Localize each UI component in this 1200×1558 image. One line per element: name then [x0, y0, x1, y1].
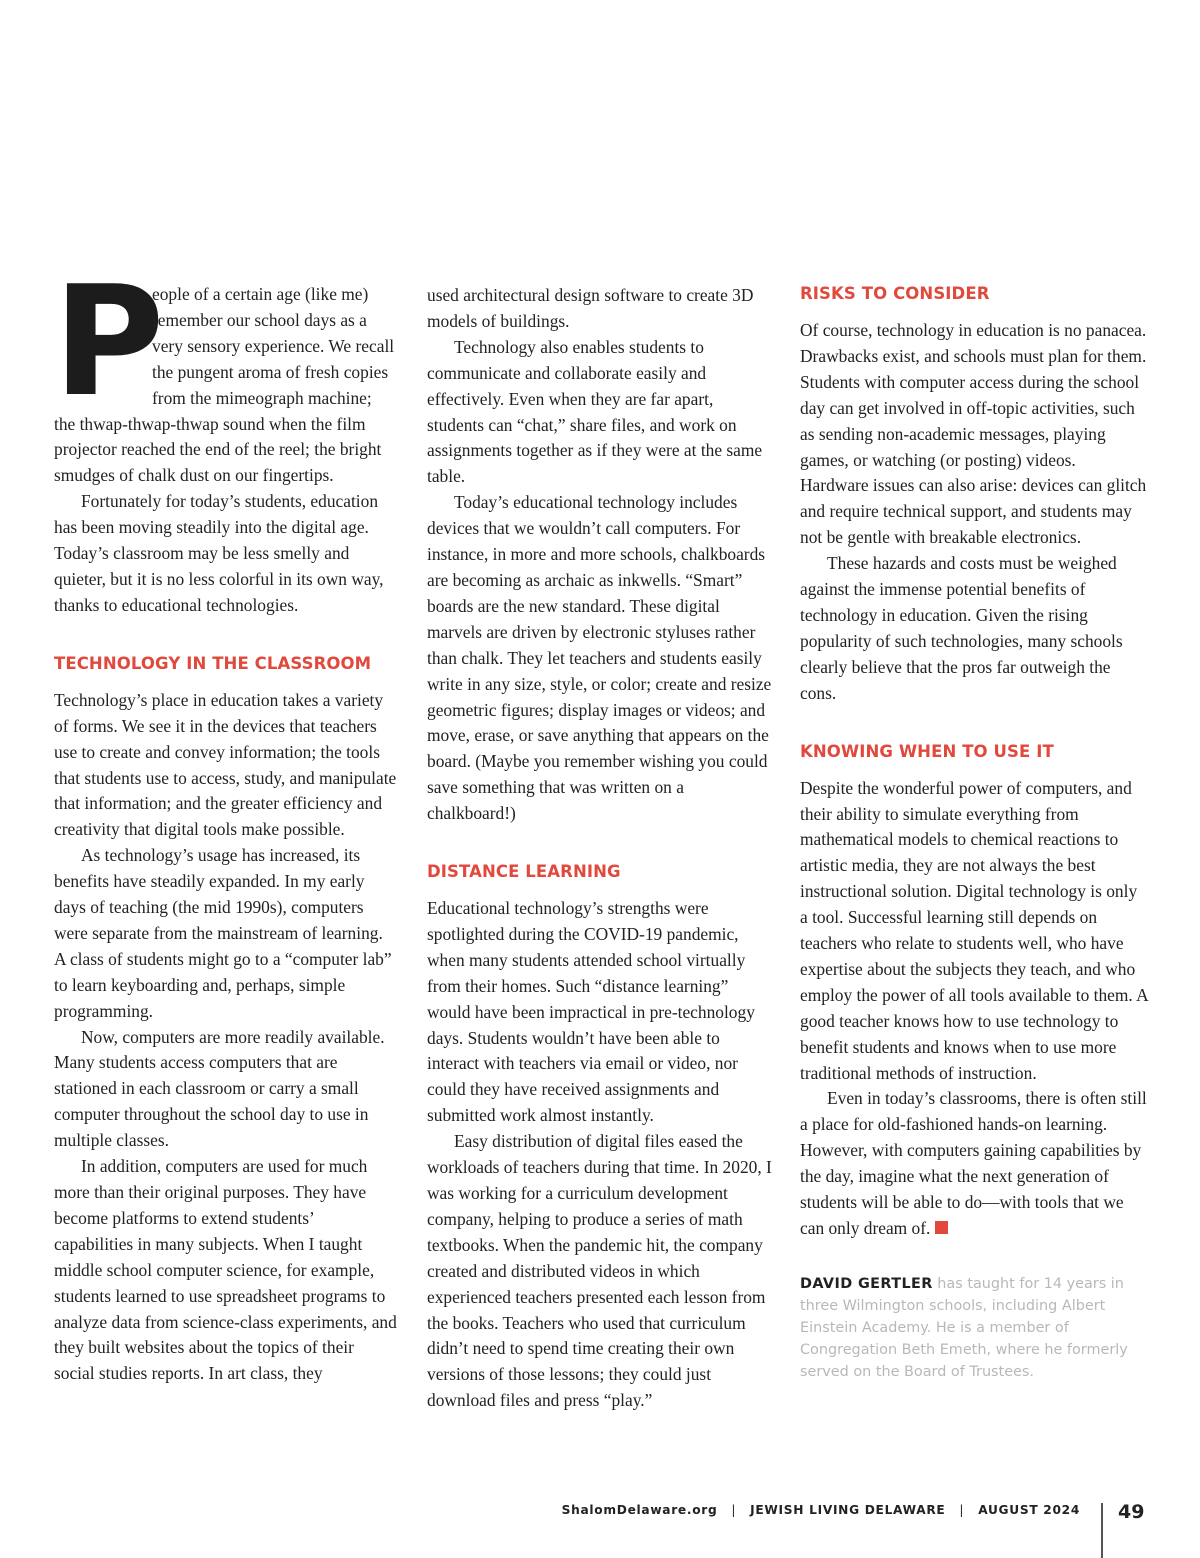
intro-paragraph: eople of a certain age (like me) remember our school days as a very sensory experience. We recall the pungent aroma of fresh copies from the mimeograph machine; the thwap-thwap-thwap sound when the film projector reached the end of the reel; the bright smudges of chalk dust on our fingertips.: [54, 284, 395, 486]
body-paragraph: Educational technology’s strengths were spotlighted during the COVID-19 pandemic, when many students attended school virtually from their homes. Such “distance learning” would have been impractical in pre-technology days. Students wouldn’t have been able to interact with teachers via email or video, nor could they have received assignments and submitted work almost instantly.: [427, 898, 755, 1126]
body-paragraph: Easy distribution of digital files eased the workloads of teachers during that time. In 2020, I was working for a curriculum development company, helping to produce a series of math textbooks. When the pandemic hit, the company created and distributed videos in which experienced teachers presented each lesson from the books. Teachers who used that curriculum didn’t need to spend time creating their own versions of those lessons; they could just download files and press “play.”: [427, 1131, 772, 1411]
author-bio-text: has taught for 14 years in three Wilmington schools, including Albert Einstein Academy. He is a member of Congregation Beth Emeth, where he formerly served on the Board of Trustees.: [800, 1275, 1128, 1380]
footer-site-link[interactable]: ShalomDelaware.org: [561, 1503, 718, 1517]
drop-cap: P: [53, 253, 165, 430]
body-paragraph: used architectural design software to create 3D models of buildings.: [427, 285, 754, 331]
footer-publication: JEWISH LIVING DELAWARE: [750, 1503, 946, 1517]
article-column-1: [53, 253, 397, 1387]
page-footer: [560, 1498, 1080, 1522]
article-column-2: [427, 283, 774, 1414]
body-paragraph: Technology also enables students to communicate and collaborate easily and effectively. Even when they are far apart, students can “chat,” share files, and work on assignments together as if they were at the same table.: [427, 336, 763, 487]
body-paragraph: Of course, technology in education is no panacea. Drawbacks exist, and schools must plan for them. Students with computer access during the school day can get involved in off-topic activities, such as sending non-academic messages, playing games, or watching (or posting) videos. Hardware issues can also arise: devices can glitch and require technical support, and students may not be gentle with breakable electronics.: [800, 320, 1147, 548]
body-paragraph: These hazards and costs must be weighed against the immense potential benefits of technology in education. Given the rising popularity of such technologies, many schools clearly believe that the pros far outweigh the cons.: [800, 553, 1123, 703]
section-heading-distance-learning: DISTANCE LEARNING: [427, 862, 621, 882]
body-paragraph: In addition, computers are used for much more than their original purposes. They have become platforms to extend students’ capabilities in many subjects. When I taught middle school computer science, for example, students learned to use spreadsheet programs to analyze data from science-class experiments, and they built websites about the topics of their social studies reports. In art class, they: [54, 1156, 397, 1384]
section-heading-technology: TECHNOLOGY IN THE CLASSROOM: [54, 653, 372, 673]
footer-separator: |: [731, 1503, 737, 1517]
footer-issue: AUGUST 2024: [978, 1503, 1080, 1517]
article-column-3: [800, 283, 1148, 1383]
footer-separator: |: [959, 1503, 965, 1517]
section-heading-risks: RISKS TO CONSIDER: [800, 284, 990, 303]
body-paragraph: As technology’s usage has increased, its benefits have steadily expanded. In my early days of teaching (the mid 1990s), computers were separate from the mainstream of learning. A class of students might go to a “computer lab” to learn keyboarding and, perhaps, simple programming.: [54, 845, 392, 1021]
section-heading-knowing-when: KNOWING WHEN TO USE IT: [800, 741, 1054, 761]
body-paragraph: Now, computers are more readily available. Many students access computers that are stationed in each classroom or carry a small computer throughout the school day to use in multiple classes.: [54, 1026, 385, 1151]
body-paragraph: Despite the wonderful power of computers, and their ability to simulate everything from mathematical models to chemical reactions to artistic media, they are not always the best instructional solution. Digital technology is only a tool. Successful learning still depends on teachers who relate to students well, who have expertise about the subjects they teach, and who employ the power of all tools available to them. A good teacher knows how to use technology to benefit students and knows when to use more traditional methods of instruction.: [800, 777, 1148, 1083]
final-paragraph-text: Even in today’s classrooms, there is often still a place for old-fashioned hands-on learning. However, with computers gaining capabilities by the day, imagine what the next generation of students will be able to do—with tools that we can only dream of.: [800, 1088, 1147, 1238]
body-paragraph: Today’s educational technology includes devices that we wouldn’t call computers. For instance, in more and more schools, chalkboards are becoming as archaic as inkwells. “Smart” boards are the new standard. These digital marvels are driven by electronic styluses rather than chalk. They let teachers and students easily write in any size, style, or color; create and resize geometric figures; display images or videos; and move, erase, or save anything that appears on the board. (Maybe you remember wishing you could save something that was written on a chalkboard!): [427, 492, 772, 824]
body-paragraph: Fortunately for today’s students, education has been moving steadily into the digital age. Today’s classroom may be less smelly and quieter, but it is no less colorful in its own way, thanks to educational technologies.: [54, 491, 384, 615]
body-paragraph: Technology’s place in education takes a variety of forms. We see it in the devices that teachers use to create and convey information; the tools that students use to access, study, and manipulate that information; and the greater efficiency and creativity that digital tools make possible.: [54, 689, 397, 840]
page-number: 49: [1118, 1501, 1145, 1523]
final-paragraph: [800, 1086, 1148, 1241]
author-name: DAVID GERTLER: [800, 1275, 933, 1292]
footer-divider: [1101, 1503, 1103, 1558]
end-mark-icon: [935, 1221, 948, 1234]
author-bio: [800, 1273, 1148, 1383]
